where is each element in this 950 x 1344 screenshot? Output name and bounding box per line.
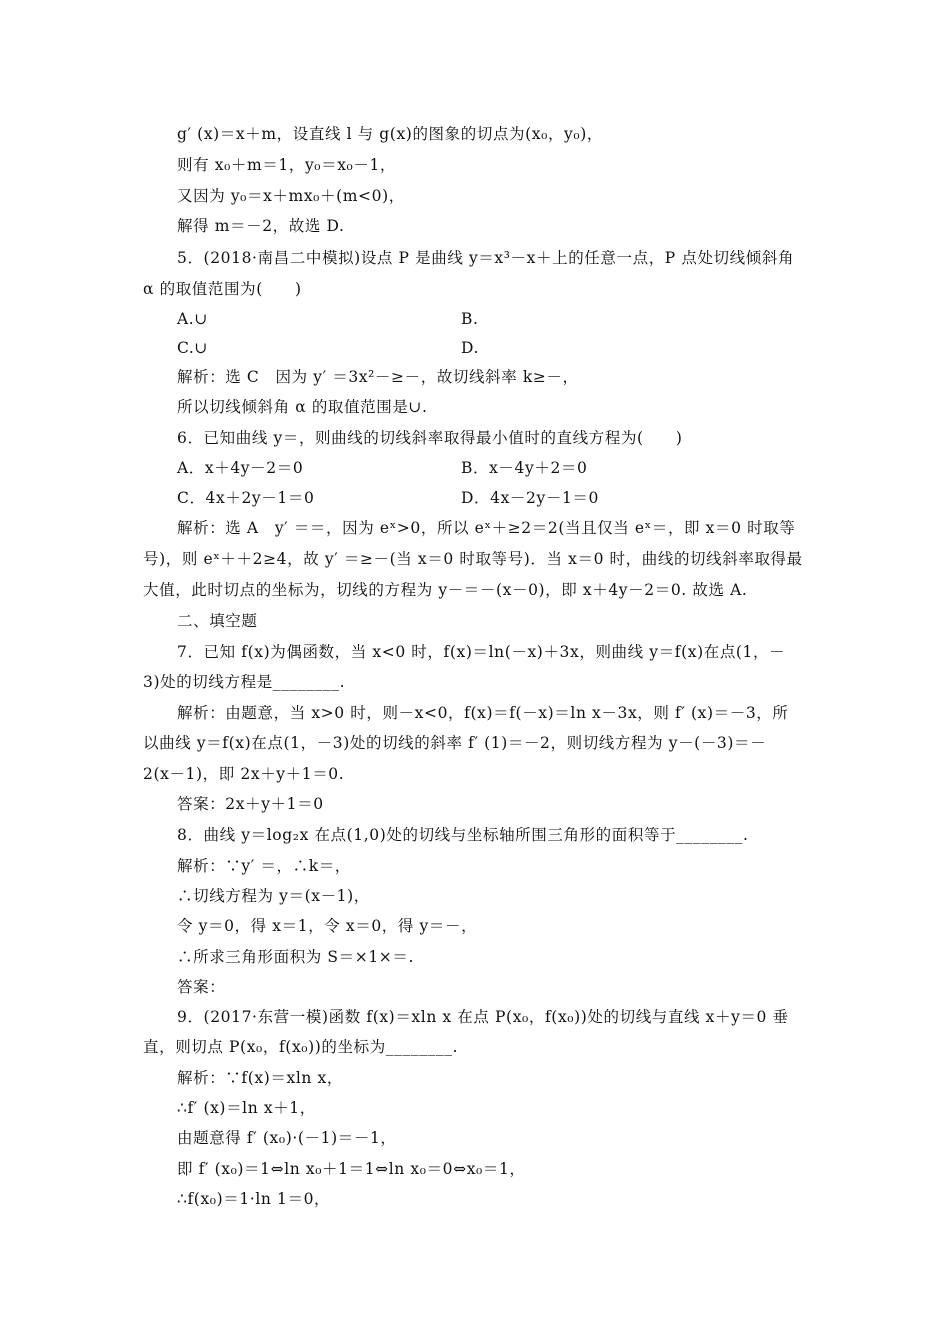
option-right: B．x－4y＋2＝0 (461, 459, 588, 477)
line-text: 答案： (177, 978, 226, 996)
text-line (177, 397, 847, 417)
line-text: 大值，此时切点的坐标为，切线的方程为 y－＝－(x－0)，即 x＋4y－2＝0. 故选 A. (143, 581, 748, 599)
line-text: 7．已知 f(x)为偶函数，当 x<0 时，f(x)＝ln(－x)＋3x，则曲线 y＝f(x)在点(1，－ (177, 643, 786, 661)
line-text: 解析：选 A y′ ＝＝，因为 eˣ>0，所以 eˣ＋≥2＝2(当且仅当 eˣ＝，即 x＝0 时取等 (177, 519, 796, 537)
text-line (143, 733, 813, 753)
text-line (177, 216, 847, 236)
text-line (177, 488, 847, 508)
text-line (177, 642, 847, 662)
text-line (177, 1159, 847, 1179)
line-text: 解得 m＝－2，故选 D. (177, 217, 345, 235)
text-line (177, 1189, 847, 1209)
text-line (177, 794, 847, 814)
line-text: g′ (x)＝x＋m，设直线 l 与 g(x)的图象的切点为(x₀，y₀)， (177, 125, 603, 143)
text-line (177, 916, 847, 936)
text-line (177, 947, 847, 967)
line-text: ∴f(x₀)＝1·ln 1＝0， (177, 1190, 331, 1208)
text-line (143, 1037, 813, 1057)
text-line (143, 549, 813, 569)
line-text: A.∪ (177, 310, 208, 328)
line-text: 二、填空题 (177, 612, 258, 630)
line-text: A．x＋4y－2＝0 (177, 459, 304, 477)
text-line (177, 1128, 847, 1148)
text-line (177, 518, 847, 538)
line-text: 所以切线倾斜角 α 的取值范围是∪. (177, 398, 428, 416)
text-line (177, 124, 847, 144)
text-line (143, 672, 813, 692)
line-text: 又因为 y₀＝x＋mx₀＋(m<0)， (177, 187, 405, 205)
option-right: D．4x－2y－1＝0 (461, 489, 599, 507)
line-text: 即 f′ (x₀)＝1⇔ln x₀＋1＝1⇔ln x₀＝0⇔x₀＝1， (177, 1160, 526, 1178)
line-text: C．4x＋2y－1＝0 (177, 489, 315, 507)
line-text: 3)处的切线方程是________. (143, 673, 346, 691)
text-line (177, 1098, 847, 1118)
line-text: ∴f′ (x)＝ln x＋1， (177, 1099, 316, 1117)
text-line (177, 825, 847, 845)
text-line (143, 580, 813, 600)
text-line (177, 309, 847, 329)
text-line (177, 248, 847, 268)
text-line (177, 338, 847, 358)
line-text: ∴切线方程为 y＝(x－1)， (177, 887, 370, 905)
line-text: 5．(2018·南昌二中模拟)设点 P 是曲线 y＝x³－x＋上的任意一点，P 点处切线倾斜角 (177, 249, 795, 267)
text-line (177, 367, 847, 387)
text-line (177, 856, 847, 876)
line-text: 则有 x₀＋m＝1，y₀＝x₀－1， (177, 156, 397, 174)
line-text: 6．已知曲线 y＝，则曲线的切线斜率取得最小值时的直线方程为( ) (177, 429, 683, 447)
text-line (177, 1068, 847, 1088)
text-line (177, 611, 847, 631)
text-line (177, 886, 847, 906)
text-line (177, 428, 847, 448)
text-line (177, 458, 847, 478)
line-text: 由题意得 f′ (x₀)·(－1)＝－1， (177, 1129, 397, 1147)
text-line (143, 764, 813, 784)
line-text: 直，则切点 P(x₀，f(x₀))的坐标为________. (143, 1038, 459, 1056)
option-right: D. (461, 339, 480, 357)
line-text: 号)，则 eˣ＋＋2≥4，故 y′ ＝≥－(当 x＝0 时取等号)．当 x＝0 时，曲线的切线斜率取得最 (143, 550, 803, 568)
line-text: C.∪ (177, 339, 209, 357)
line-text: 解析：∵y′ ＝，∴k＝， (177, 857, 351, 875)
line-text: 解析：由题意，当 x>0 时，则－x<0，f(x)＝f(－x)＝ln x－3x，则 f′ (x)＝－3，所 (177, 704, 789, 722)
line-text: 8．曲线 y＝log₂x 在点(1,0)处的切线与坐标轴所围三角形的面积等于________. (177, 826, 749, 844)
line-text: α 的取值范围为( ) (143, 280, 302, 298)
line-text: ∴所求三角形面积为 S＝×1×＝. (177, 948, 415, 966)
text-line (177, 977, 847, 997)
line-text: 令 y＝0，得 x＝1，令 x＝0，得 y＝－， (177, 917, 478, 935)
line-text: 答案：2x＋y＋1＝0 (177, 795, 324, 813)
line-text: 以曲线 y＝f(x)在点(1，－3)处的切线的斜率 f′ (1)＝－2，则切线方程为 y－(－3)＝－ (143, 734, 767, 752)
line-text: 解析：选 C 因为 y′ ＝3x²－≥－，故切线斜率 k≥－， (177, 368, 579, 386)
text-line (177, 703, 847, 723)
text-line (143, 279, 813, 299)
line-text: 解析：∵f(x)＝xln x， (177, 1069, 343, 1087)
text-line (177, 186, 847, 206)
line-text: 9．(2017·东营一模)函数 f(x)＝xln x 在点 P(x₀，f(x₀))处的切线与直线 x＋y＝0 垂 (177, 1008, 789, 1026)
text-line (177, 1007, 847, 1027)
line-text: 2(x－1)，即 2x＋y＋1＝0. (143, 765, 345, 783)
text-line (177, 155, 847, 175)
option-right: B. (461, 310, 479, 328)
